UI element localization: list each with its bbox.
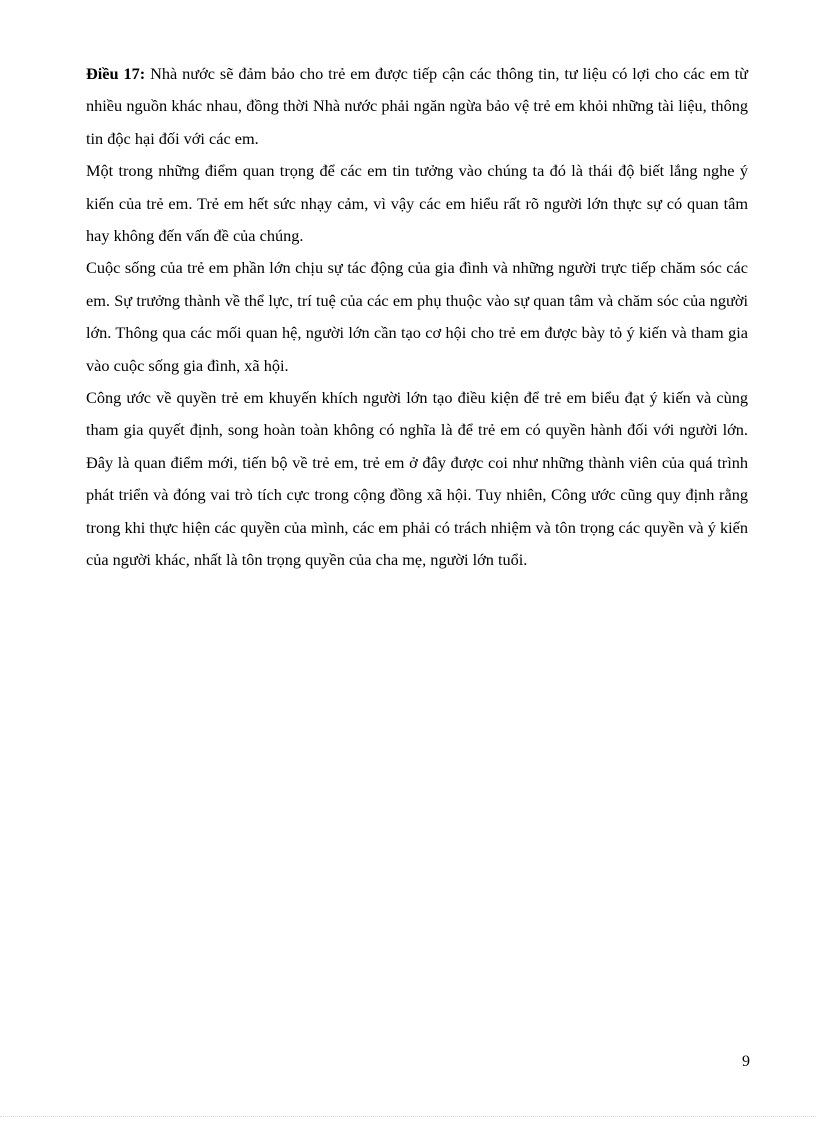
article-heading: Điều 17: [86, 64, 146, 83]
paragraph-listening: Một trong những điểm quan trọng để các em tin tưởng vào chúng ta đó là thái độ biết lắng nghe ý kiến của trẻ em. Trẻ em hết sức nhạy cảm, vì vậy các em hiểu rất rõ người lớn thực sự có quan tâm hay không đến vấn đề của chúng. [86, 161, 748, 246]
page-bottom-divider [0, 1116, 816, 1117]
paragraph-convention: Công ước về quyền trẻ em khuyến khích người lớn tạo điều kiện để trẻ em biểu đạt ý kiến và cùng tham gia quyết định, song hoàn toàn không có nghĩa là để trẻ em có quyền hành đối với người lớn. Đây là quan điểm mới, tiến bộ về trẻ em, trẻ em ở đây được coi như những thành viên của quá trình phát triển và đóng vai trò tích cực trong cộng đồng xã hội. Tuy nhiên, Công ước cũng quy định rằng trong khi thực hiện các quyền của mình, các em phải có trách nhiệm và tôn trọng các quyền và ý kiến của người khác, nhất là tôn trọng quyền của cha mẹ, người lớn tuổi. [86, 388, 748, 570]
paragraph-article-17 [86, 58, 748, 155]
paragraph-text: Nhà nước sẽ đảm bảo cho trẻ em được tiếp cận các thông tin, tư liệu có lợi cho các em từ nhiều nguồn khác nhau, đồng thời Nhà nước phải ngăn ngừa bảo vệ trẻ em khỏi những tài liệu, thông tin độc hại đối với các em. [86, 64, 748, 148]
paragraph-family-influence: Cuộc sống của trẻ em phần lớn chịu sự tác động của gia đình và những người trực tiếp chăm sóc các em. Sự trưởng thành về thể lực, trí tuệ của các em phụ thuộc vào sự quan tâm và chăm sóc của người lớn. Thông qua các mối quan hệ, người lớn cần tạo cơ hội cho trẻ em được bày tỏ ý kiến và tham gia vào cuộc sống gia đình, xã hội. [86, 258, 748, 375]
document-body [86, 58, 748, 577]
page-number: 9 [742, 1053, 750, 1070]
